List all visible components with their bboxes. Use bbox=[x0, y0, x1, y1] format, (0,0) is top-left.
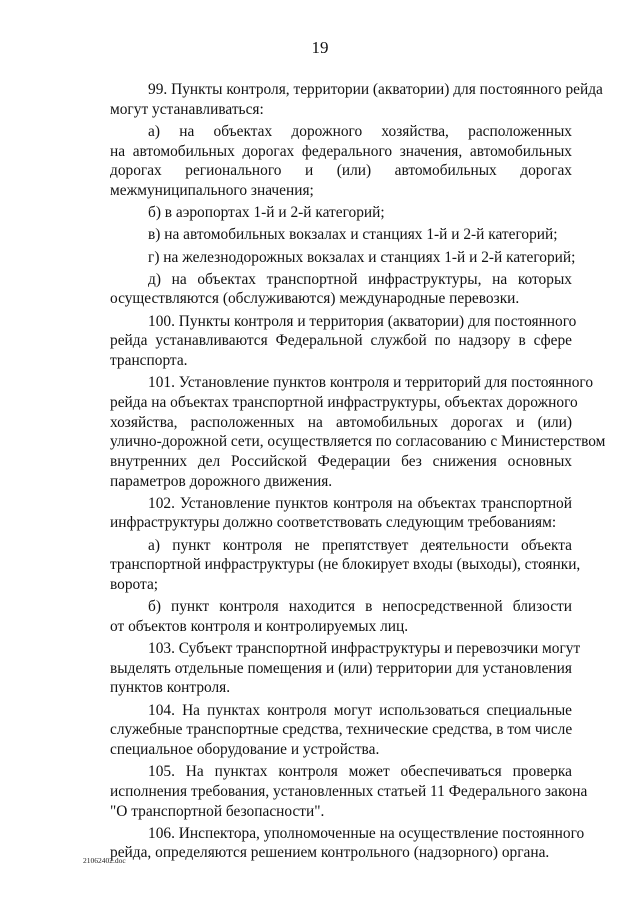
text-line: от объектов контроля и контролируемых лиц. bbox=[110, 617, 409, 635]
text-line: исполнения требования, установленных статьей 11 Федерального закона bbox=[110, 782, 588, 800]
text-line: в) на автомобильных вокзалах и станциях 1-й и 2-й категорий; bbox=[148, 226, 558, 244]
text-line: 105. На пунктах контроля может обеспечиваться проверка bbox=[148, 763, 572, 781]
text-line: параметров дорожного движения. bbox=[110, 472, 333, 490]
text-line: 106. Инспектора, уполномоченные на осуществление постоянного bbox=[148, 824, 585, 842]
paragraph bbox=[110, 762, 588, 821]
text-line: служебные транспортные средства, технические средства, в том числе bbox=[110, 721, 573, 739]
text-line: а) пункт контроля не препятствует деятельности объекта bbox=[148, 536, 572, 554]
text-line: пунктов контроля. bbox=[110, 679, 231, 697]
text-line: внутренних дел Российской Федерации без снижения основных bbox=[110, 452, 572, 470]
paragraph bbox=[110, 312, 577, 371]
text-line: улично-дорожной сети, осуществляется по согласованию с Министерством bbox=[110, 433, 606, 451]
text-line: дорогах регионального и (или) автомобильных дорогах bbox=[110, 162, 572, 180]
text-line: 101. Установление пунктов контроля и территорий для постоянного bbox=[148, 374, 594, 392]
text-line: г) на железнодорожных вокзалах и станциях 1-й и 2-й категорий; bbox=[148, 248, 576, 266]
text-line: инфраструктуры должно соответствовать следующим требованиям: bbox=[110, 514, 557, 532]
paragraph bbox=[110, 373, 606, 491]
text-line: д) на объектах транспортной инфраструктуры, на которых bbox=[148, 270, 572, 288]
text-line: ворота; bbox=[110, 576, 159, 593]
text-line: 102. Установление пунктов контроля на объектах транспортной bbox=[148, 494, 572, 512]
text-line: рейда устанавливаются Федеральной службой по надзору в сфере bbox=[110, 332, 572, 350]
paragraph bbox=[110, 80, 603, 119]
paragraph bbox=[110, 701, 572, 760]
paragraph bbox=[110, 248, 576, 268]
text-line: рейда на объектах транспортной инфраструктуры, объектах дорожного bbox=[110, 393, 578, 411]
text-line: б) в аэропортах 1-й и 2-й категорий; bbox=[148, 204, 385, 222]
paragraph bbox=[110, 122, 572, 201]
text-line: 99. Пункты контроля, территории (акватории) для постоянного рейда bbox=[148, 81, 603, 98]
text-line: 104. На пунктах контроля могут использоваться специальные bbox=[148, 701, 572, 719]
text-line: осуществляются (обслуживаются) международные перевозки. bbox=[110, 290, 520, 308]
text-line: б) пункт контроля находится в непосредственной близости bbox=[148, 598, 572, 616]
text-line: 100. Пункты контроля и территория (акватории) для постоянного bbox=[148, 312, 577, 330]
paragraph bbox=[110, 536, 581, 595]
text-line: на автомобильных дорогах федерального значения, автомобильных bbox=[110, 142, 572, 160]
paragraph bbox=[110, 270, 572, 309]
text-line: хозяйства, расположенных на автомобильных дорогах и (или) bbox=[110, 413, 572, 431]
text-line: могут устанавливаться: bbox=[110, 100, 264, 118]
text-line: а) на объектах дорожного хозяйства, расположенных bbox=[148, 122, 572, 140]
text-line: специальное оборудование и устройства. bbox=[110, 741, 380, 758]
paragraph bbox=[110, 203, 572, 223]
page-number: 19 bbox=[311, 38, 329, 57]
paragraph bbox=[110, 494, 572, 533]
text-line: транспортной инфраструктуры (не блокирует входы (выходы), стоянки, bbox=[110, 556, 581, 574]
paragraph bbox=[110, 824, 585, 863]
text-line: межмуниципального значения; bbox=[110, 181, 314, 199]
footer-filename: 21062402.doc bbox=[83, 856, 126, 865]
text-line: 103. Субъект транспортной инфраструктуры и перевозчики могут bbox=[148, 640, 581, 658]
document-body bbox=[110, 80, 606, 866]
text-line: "О транспортной безопасности". bbox=[110, 802, 325, 820]
paragraph bbox=[110, 597, 572, 636]
paragraph bbox=[110, 639, 581, 698]
paragraph bbox=[110, 225, 572, 245]
text-line: выделять отдельные помещения и (или) территории для установления bbox=[110, 659, 572, 677]
text-line: транспорта. bbox=[110, 351, 188, 369]
text-line: рейда, определяются решением контрольного (надзорного) органа. bbox=[110, 844, 550, 862]
